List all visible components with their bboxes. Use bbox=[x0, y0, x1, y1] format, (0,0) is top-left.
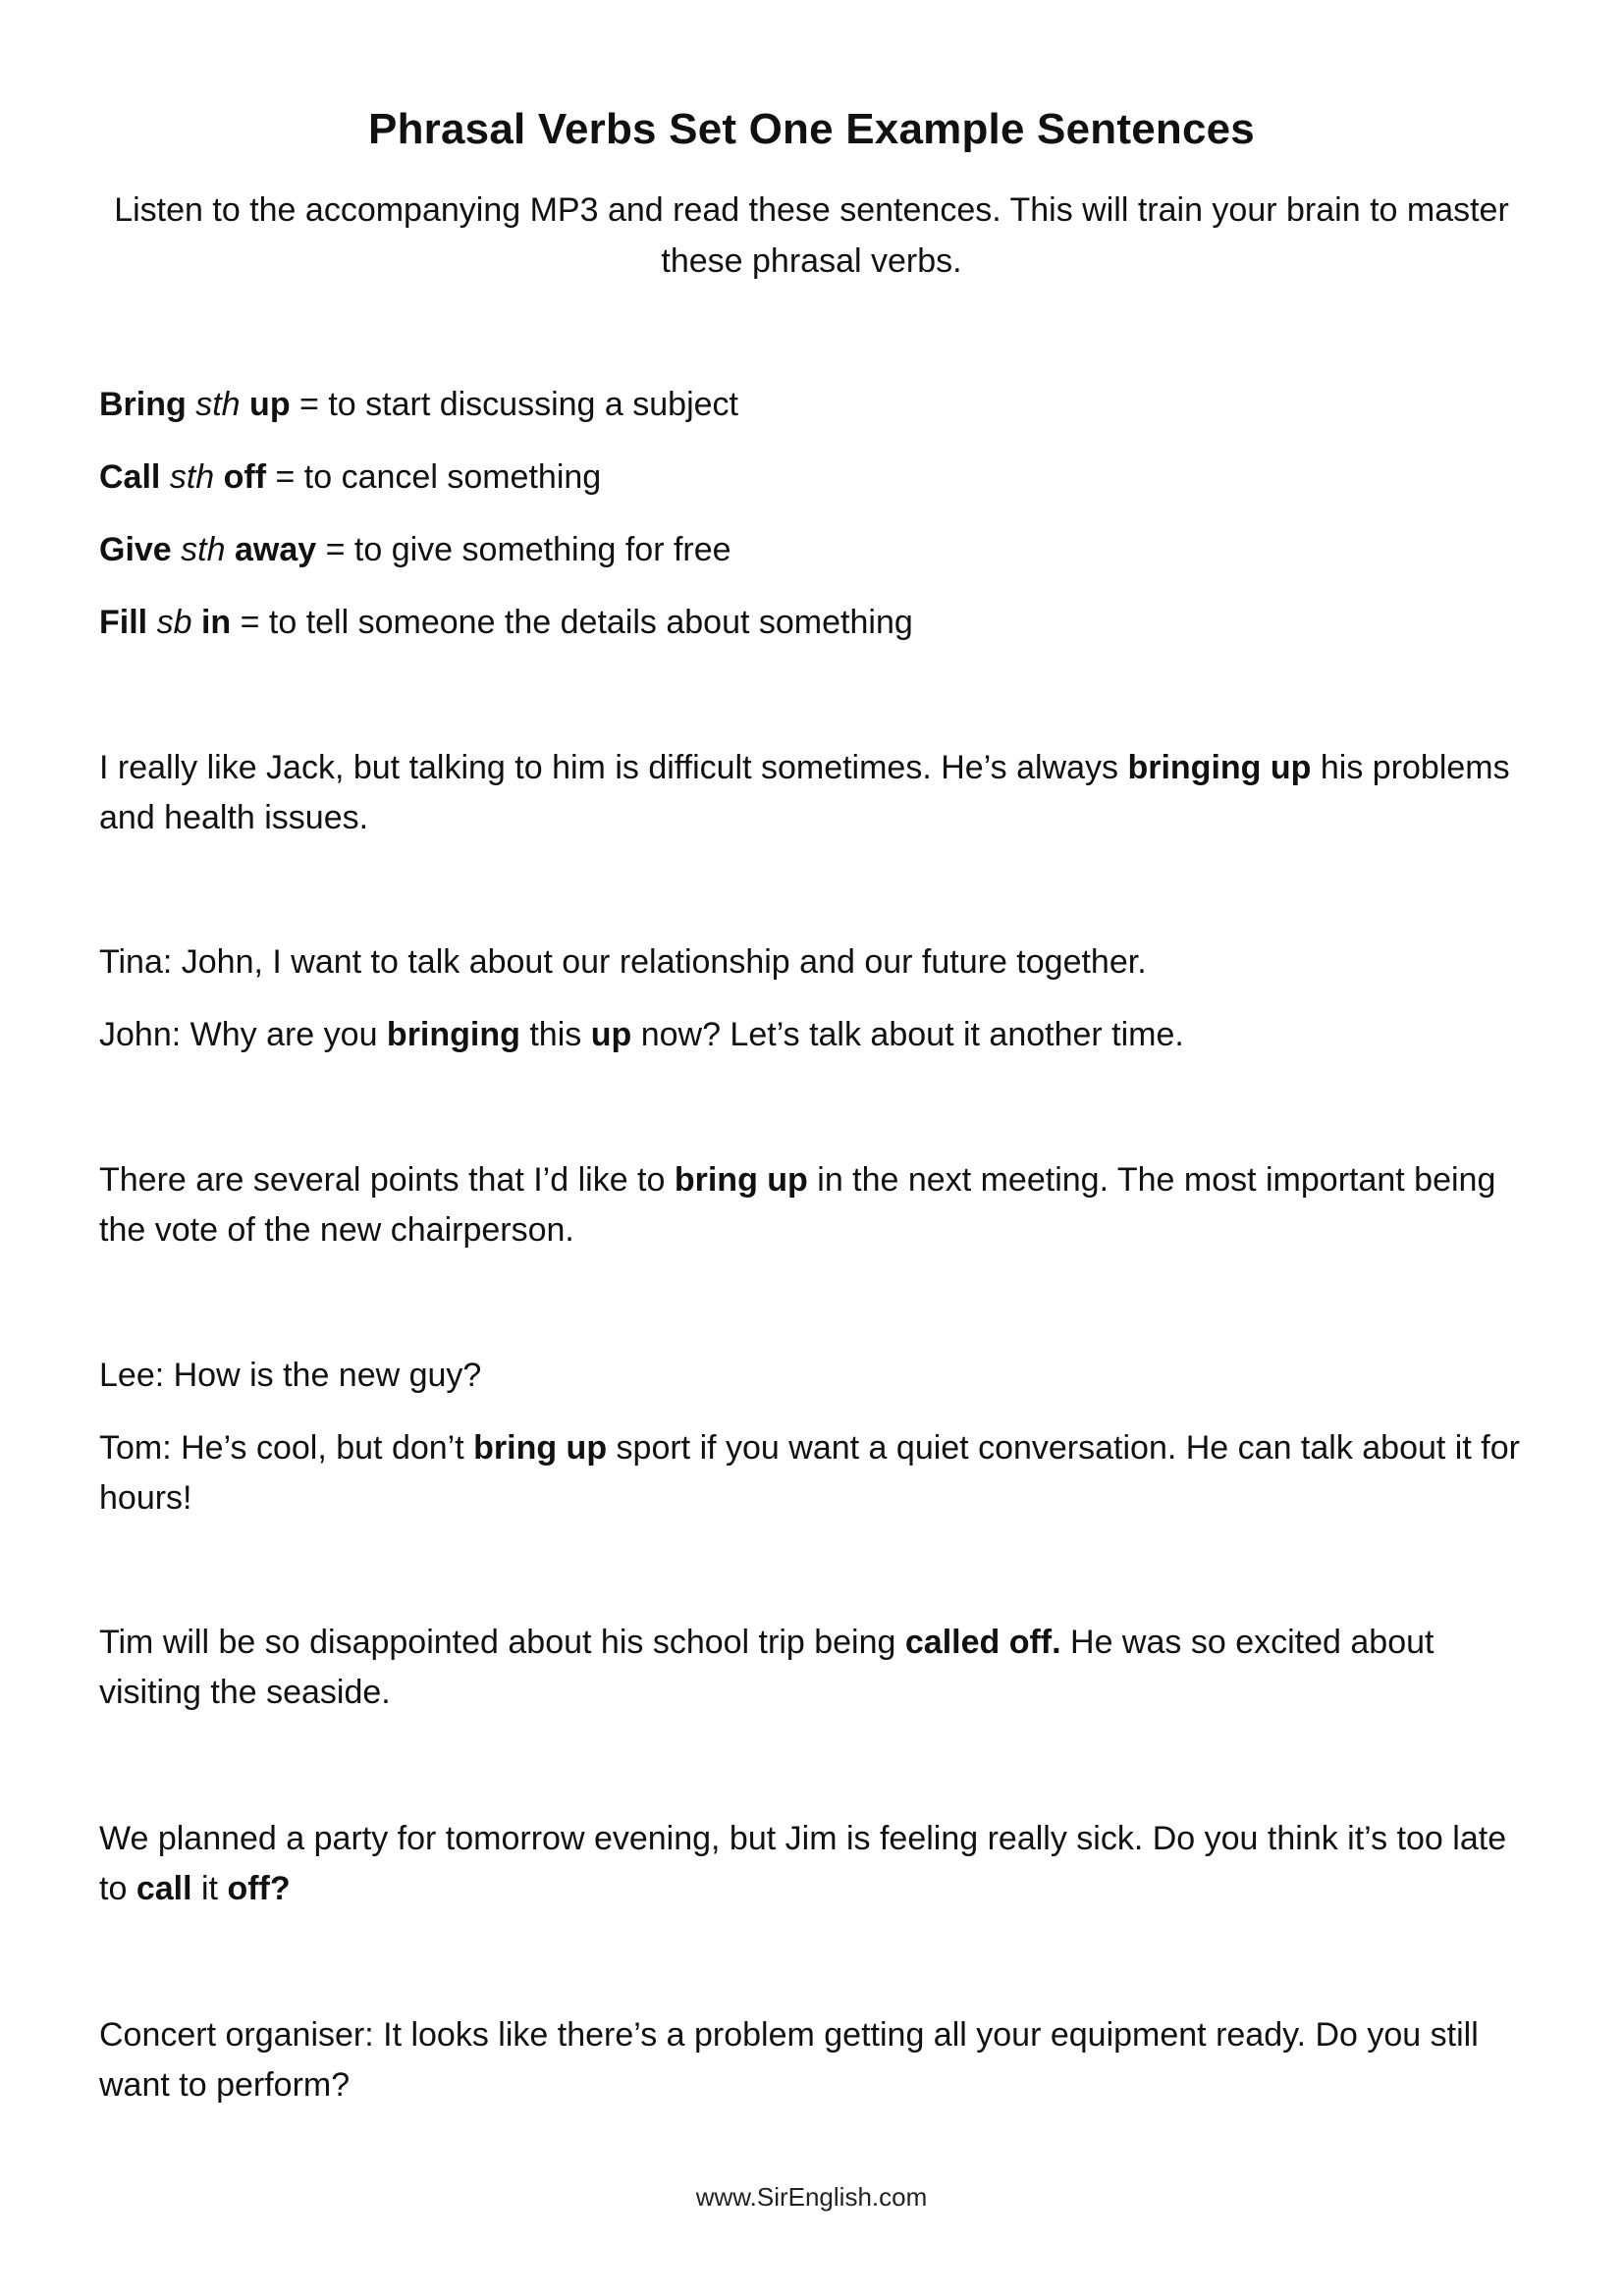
example-text: in the next meeting. The most important being the vote of the new chairperson. bbox=[99, 1161, 1496, 1249]
definition-object: sth bbox=[169, 458, 215, 496]
definition-object: sth bbox=[181, 531, 226, 568]
intro-paragraph: Listen to the accompanying MP3 and read these sentences. This will train your brain to master these phrasal verbs. bbox=[114, 191, 1509, 280]
example-tina-line: Tina: John, I want to talk about our relationship and our future together. bbox=[99, 943, 1147, 981]
definition-verb: Fill bbox=[99, 604, 148, 641]
definition-bring-up bbox=[99, 380, 1542, 430]
example-party bbox=[99, 1814, 1542, 1914]
definition-meaning: = to tell someone the details about something bbox=[231, 604, 913, 641]
example-text: his problems and health issues. bbox=[99, 749, 1510, 836]
example-meeting bbox=[99, 1155, 1542, 1255]
example-text: Tim will be so disappointed about his school trip being bbox=[99, 1624, 905, 1661]
definition-give-away bbox=[99, 525, 1542, 575]
example-phrasal-verb: bring up bbox=[473, 1429, 608, 1467]
definition-verb: Bring bbox=[99, 386, 187, 423]
example-concert-line: Concert organiser: It looks like there’s a problem getting all your equipment ready. Do you still want to perform? bbox=[99, 2016, 1479, 2104]
definition-verb: Give bbox=[99, 531, 172, 568]
definition-verb: Call bbox=[99, 458, 161, 496]
footer-website: www.SirEnglish.com bbox=[695, 2182, 928, 2212]
example-phrasal-verb: bringing bbox=[386, 1016, 520, 1053]
example-text: There are several points that I’d like to bbox=[99, 1161, 675, 1199]
example-tom-line bbox=[99, 1423, 1542, 1523]
example-text: sport if you want a quiet conversation. He can talk about it for hours! bbox=[99, 1429, 1520, 1517]
definition-particle: up bbox=[249, 386, 291, 423]
definition-particle: off bbox=[223, 458, 267, 496]
example-lee-line: Lee: How is the new guy? bbox=[99, 1357, 482, 1394]
example-john-line bbox=[99, 1010, 1542, 1060]
definition-object: sb bbox=[156, 604, 192, 641]
definition-meaning: = to give something for free bbox=[316, 531, 731, 568]
example-text: He was so excited about visiting the seaside. bbox=[99, 1624, 1434, 1711]
example-jack bbox=[99, 743, 1542, 843]
definition-fill-in bbox=[99, 598, 1542, 648]
definition-meaning: = to cancel something bbox=[266, 458, 602, 496]
example-text: John: Why are you bbox=[99, 1016, 387, 1053]
example-text: it bbox=[191, 1870, 228, 1907]
example-phrasal-verb: off? bbox=[227, 1870, 291, 1907]
example-phrasal-verb: called off. bbox=[904, 1624, 1061, 1661]
definition-call-off bbox=[99, 453, 1542, 503]
example-phrasal-verb: up bbox=[590, 1016, 632, 1053]
example-phrasal-verb: call bbox=[135, 1870, 192, 1907]
page-title: Phrasal Verbs Set One Example Sentences bbox=[368, 105, 1255, 153]
definition-particle: away bbox=[234, 531, 317, 568]
example-text: now? Let’s talk about it another time. bbox=[631, 1016, 1184, 1053]
example-phrasal-verb: bring up bbox=[674, 1161, 808, 1199]
example-text: I really like Jack, but talking to him is difficult sometimes. He’s always bbox=[99, 749, 1128, 786]
definition-object: sth bbox=[195, 386, 241, 423]
example-tim bbox=[99, 1618, 1542, 1718]
definition-meaning: = to start discussing a subject bbox=[290, 386, 738, 423]
example-text: this bbox=[519, 1016, 591, 1053]
example-phrasal-verb: bringing up bbox=[1127, 749, 1312, 786]
example-text: We planned a party for tomorrow evening, but Jim is feeling really sick. Do you think it’s too late to bbox=[99, 1820, 1507, 1907]
definition-particle: in bbox=[200, 604, 232, 641]
example-text: Tom: He’s cool, but don’t bbox=[99, 1429, 474, 1467]
